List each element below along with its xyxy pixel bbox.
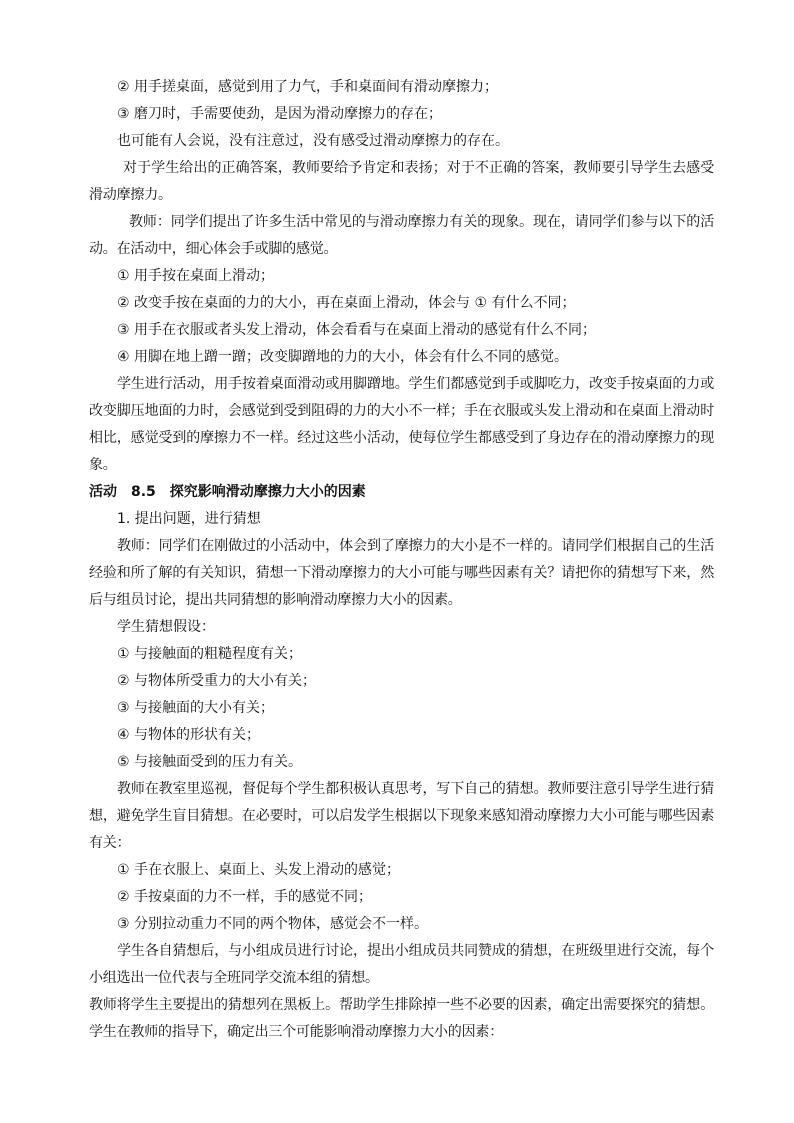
subsection-title: 1. 提出问题，进行猜想 <box>117 511 261 527</box>
paragraph: 学生各自猜想后，与小组成员进行讨论，提出小组成员共同赞成的猜想，在班级里进行交流，每个小组选出一位代表与全班同学交流本组的猜想。 <box>89 943 714 986</box>
list-item: ⑤ 与接触面受到的压力有关。 <box>117 754 303 770</box>
list-item: ① 与接触面的粗糙程度有关； <box>117 646 303 662</box>
paragraph: 教师：同学们提出了许多生活中常见的与滑动摩擦力有关的现象。现在，请同学们参与以下的活动。在活动中，细心体会手或脚的感觉。 <box>89 214 714 257</box>
paragraph: 教师在教室里巡视，督促每个学生都积极认真思考，写下自己的猜想。教师要注意引导学生进行猜想，避免学生盲目猜想。在必要时，可以启发学生根据以下现象来感知滑动摩擦力大小可能与哪些因素有关： <box>89 781 714 851</box>
list-item: ④ 与物体的形状有关； <box>117 727 261 743</box>
paragraph: 教师：同学们在刚做过的小活动中，体会到了摩擦力的大小是不一样的。请同学们根据自己的生活经验和所了解的有关知识，猜想一下滑动摩擦力的大小可能与哪些因素有关？请把你的猜想写下来，然后与组员讨论，提出共同猜想的影响滑动摩擦力大小的因素。 <box>89 538 714 608</box>
list-item: ① 手在衣服上、桌面上、头发上滑动的感觉； <box>117 862 400 878</box>
list-item: ③ 用手在衣服或者头发上滑动，体会看看与在桌面上滑动的感觉有什么不同； <box>117 322 596 338</box>
list-item: ④ 用脚在地上蹭一蹭；改变脚蹭地的力的大小，体会有什么不同的感觉。 <box>117 349 568 365</box>
paragraph: 学生进行活动，用手按着桌面滑动或用脚蹭地。学生们都感觉到手或脚吃力，改变手按桌面的力或改变脚压地面的力时，会感觉到受到阻碍的力的大小不一样；手在衣服或头发上滑动和在桌面上滑动时相比，感觉受到的摩擦力不一样。经过这些小活动，使每位学生都感受到了身边存在的滑动摩擦力的现象。 <box>89 376 714 473</box>
text-line: 学生猜想假设： <box>117 619 215 635</box>
list-item: ② 改变手按在桌面的力的大小，再在桌面上滑动，体会与 ① 有什么不同； <box>117 295 576 311</box>
paragraph: 教师将学生主要提出的猜想列在黑板上。帮助学生排除掉一些不必要的因素，确定出需要探究的猜想。学生在教师的指导下，确定出三个可能影响滑动摩擦力大小的因素： <box>89 997 714 1040</box>
list-item: ② 与物体所受重力的大小有关； <box>117 673 317 689</box>
list-item: ③ 与接触面的大小有关； <box>117 700 275 716</box>
list-item: ② 手按桌面的力不一样，手的感觉不同； <box>117 889 372 905</box>
list-item: ③ 分别拉动重力不同的两个物体，感觉会不一样。 <box>117 916 428 932</box>
paragraph: 对于学生给出的正确答案，教师要给予肯定和表扬；对于不正确的答案，教师要引导学生去感受滑动摩擦力。 <box>89 160 714 203</box>
section-heading: 活动 8.5 探究影响滑动摩擦力大小的因素 <box>89 484 366 500</box>
text-line: 也可能有人会说，没有注意过，没有感受过滑动摩擦力的存在。 <box>117 133 509 149</box>
text-line: ③ 磨刀时，手需要使劲，是因为滑动摩擦力的存在； <box>117 106 442 122</box>
document-page <box>89 74 714 1046</box>
text-line: ② 用手搓桌面，感觉到用了力气，手和桌面间有滑动摩擦力； <box>117 79 498 95</box>
list-item: ① 用手按在桌面上滑动； <box>117 268 275 284</box>
